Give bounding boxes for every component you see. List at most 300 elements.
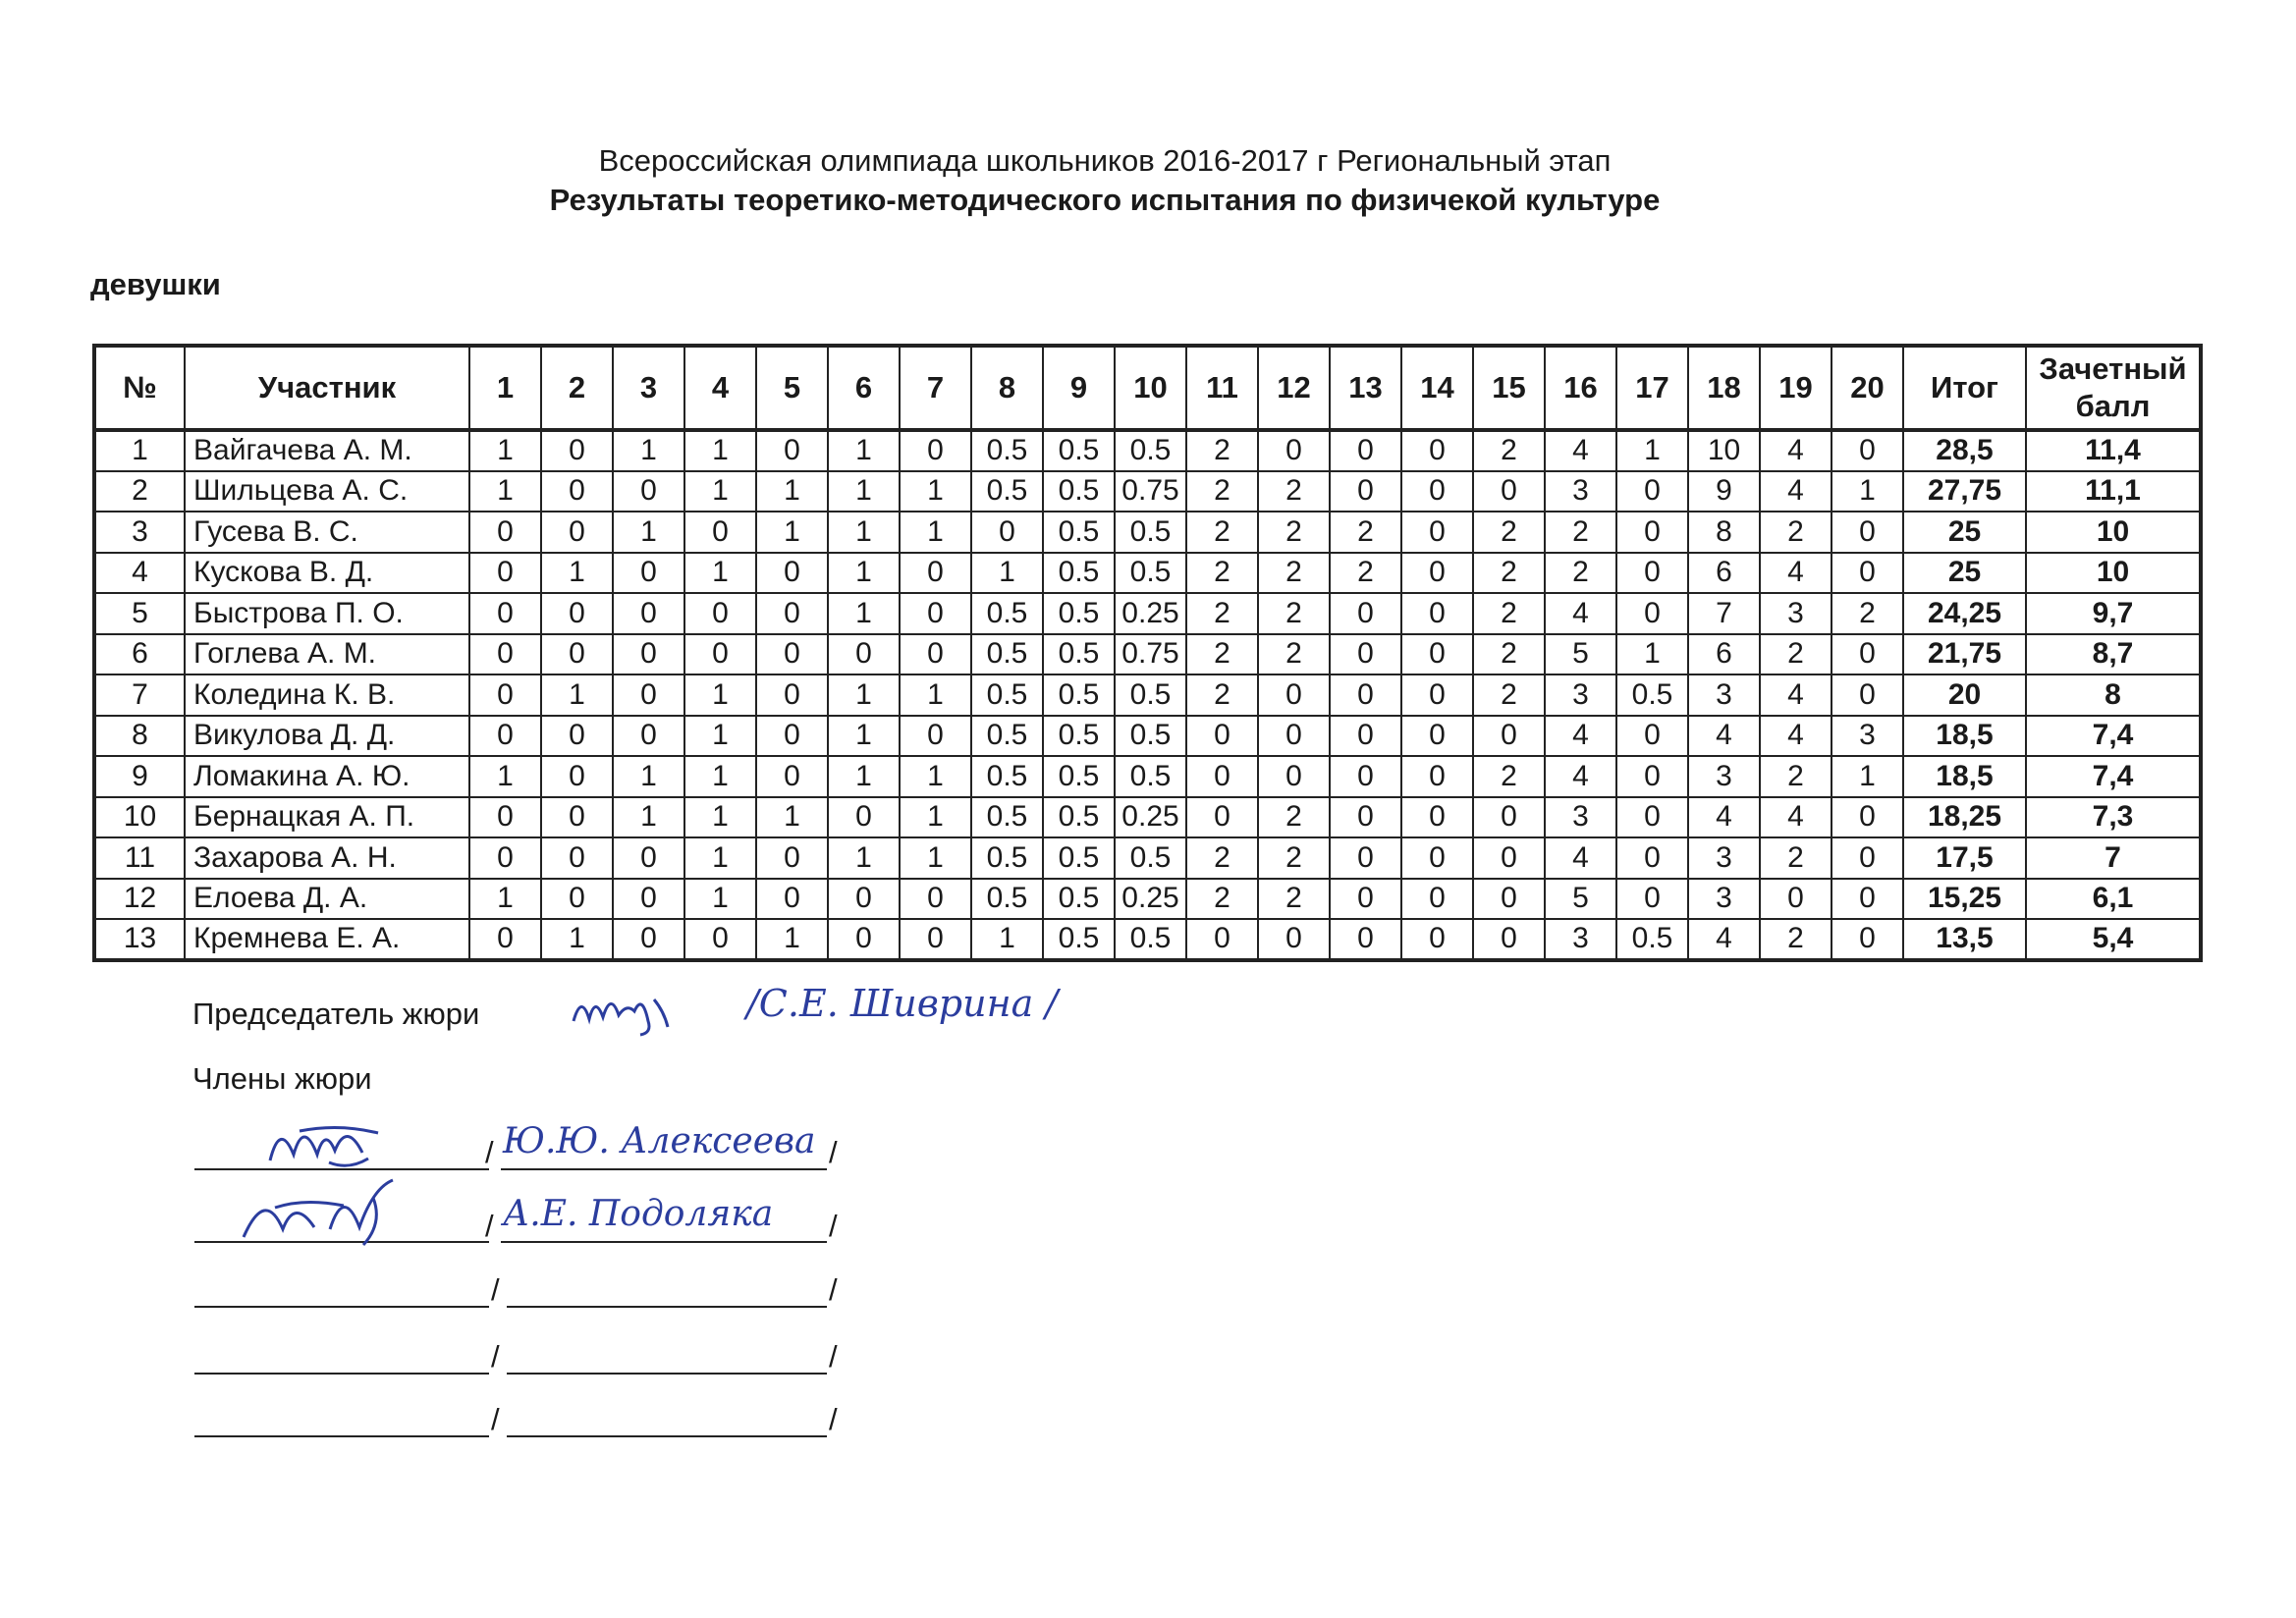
task-score-cell: 0: [900, 919, 971, 960]
task-score-cell: 0.5: [1043, 756, 1115, 797]
task-score-cell: 5: [1545, 634, 1616, 675]
document-title-line1: Всероссийская олимпиада школьников 2016-2017 г Региональный этап: [598, 143, 1612, 178]
task-score-cell: 8: [1688, 512, 1760, 553]
task-score-cell: 0: [613, 879, 684, 920]
task-score-cell: 2: [1473, 756, 1545, 797]
column-header: 13: [1330, 346, 1401, 430]
task-score-cell: 0: [1616, 837, 1688, 879]
table-row: [94, 756, 2201, 797]
task-score-cell: 0.75: [1115, 634, 1186, 675]
task-score-cell: 1: [541, 553, 613, 594]
table-row: [94, 593, 2201, 634]
task-score-cell: 0: [1616, 553, 1688, 594]
task-score-cell: 1: [828, 512, 900, 553]
task-score-cell: 0: [541, 430, 613, 471]
task-score-cell: 2: [1473, 674, 1545, 716]
row-number-cell: 6: [94, 634, 185, 675]
task-score-cell: 1: [684, 471, 756, 512]
jury-members-label: Члены жюри: [192, 1061, 372, 1096]
task-score-cell: 0: [684, 593, 756, 634]
task-score-cell: 4: [1688, 797, 1760, 838]
task-score-cell: 0: [613, 553, 684, 594]
total-cell: 13,5: [1903, 919, 2026, 960]
credit-score-cell: 6,1: [2026, 879, 2201, 920]
task-score-cell: 7: [1688, 593, 1760, 634]
task-score-cell: 0: [900, 634, 971, 675]
member1-slash-left: /: [485, 1135, 494, 1169]
task-score-cell: 2: [1760, 756, 1831, 797]
member2-name-line: [501, 1241, 827, 1243]
task-score-cell: 0: [900, 593, 971, 634]
participant-name-cell: Захарова А. Н.: [185, 837, 469, 879]
task-score-cell: 2: [1258, 797, 1330, 838]
column-header: 8: [971, 346, 1043, 430]
task-score-cell: 0: [541, 593, 613, 634]
task-score-cell: 0: [828, 634, 900, 675]
task-score-cell: 4: [1545, 430, 1616, 471]
task-score-cell: 0: [1186, 797, 1258, 838]
column-header: 12: [1258, 346, 1330, 430]
task-score-cell: 0: [1186, 716, 1258, 757]
member5-name-line: [507, 1435, 827, 1437]
task-score-cell: 0: [1330, 471, 1401, 512]
task-score-cell: 0: [684, 919, 756, 960]
task-score-cell: 0: [1330, 674, 1401, 716]
credit-score-cell: 8,7: [2026, 634, 2201, 675]
row-number-cell: 5: [94, 593, 185, 634]
participant-name-cell: Шильцева А. С.: [185, 471, 469, 512]
total-cell: 25: [1903, 553, 2026, 594]
task-score-cell: 0: [541, 797, 613, 838]
task-score-cell: 1: [613, 797, 684, 838]
member1-name-line: [501, 1168, 827, 1170]
task-score-cell: 2: [1186, 430, 1258, 471]
task-score-cell: 3: [1688, 837, 1760, 879]
task-score-cell: 0: [1831, 634, 1903, 675]
task-score-cell: 0.5: [1043, 593, 1115, 634]
column-header: 3: [613, 346, 684, 430]
task-score-cell: 1: [756, 512, 828, 553]
jury-chair-name: /С.Е. Шиврина /: [746, 982, 1059, 1025]
credit-score-cell: 11,1: [2026, 471, 2201, 512]
task-score-cell: 0.5: [1043, 716, 1115, 757]
column-header: 4: [684, 346, 756, 430]
task-score-cell: 4: [1688, 716, 1760, 757]
task-score-cell: 0.5: [1115, 756, 1186, 797]
column-header: 2: [541, 346, 613, 430]
task-score-cell: 1: [756, 797, 828, 838]
task-score-cell: 1: [613, 512, 684, 553]
task-score-cell: 3: [1545, 471, 1616, 512]
member3-signature-line: [194, 1306, 489, 1308]
results-table: [92, 344, 2203, 962]
task-score-cell: 1: [828, 430, 900, 471]
task-score-cell: 0: [469, 716, 541, 757]
participant-name-cell: Кускова В. Д.: [185, 553, 469, 594]
task-score-cell: 1: [900, 797, 971, 838]
task-score-cell: 1: [1831, 471, 1903, 512]
total-cell: 27,75: [1903, 471, 2026, 512]
column-header: 9: [1043, 346, 1115, 430]
credit-score-cell: 7: [2026, 837, 2201, 879]
task-score-cell: 0: [1473, 797, 1545, 838]
total-cell: 24,25: [1903, 593, 2026, 634]
credit-score-cell: 11,4: [2026, 430, 2201, 471]
task-score-cell: 0: [1831, 837, 1903, 879]
participant-name-cell: Гоглева А. М.: [185, 634, 469, 675]
task-score-cell: 0: [541, 634, 613, 675]
task-score-cell: 0: [613, 674, 684, 716]
table-row: [94, 471, 2201, 512]
task-score-cell: 0: [469, 919, 541, 960]
participant-name-cell: Бернацкая А. П.: [185, 797, 469, 838]
task-score-cell: 1: [828, 553, 900, 594]
task-score-cell: 0.5: [971, 634, 1043, 675]
row-number-cell: 7: [94, 674, 185, 716]
task-score-cell: 0: [1401, 430, 1473, 471]
task-score-cell: 2: [1760, 919, 1831, 960]
task-score-cell: 0: [756, 634, 828, 675]
task-score-cell: 0: [469, 634, 541, 675]
member5-signature-line: [194, 1435, 489, 1437]
task-score-cell: 0: [1401, 593, 1473, 634]
task-score-cell: 0: [541, 837, 613, 879]
task-score-cell: 0: [1831, 430, 1903, 471]
task-score-cell: 0: [900, 553, 971, 594]
member2-slash-right: /: [829, 1209, 838, 1243]
member1-name: Ю.Ю. Алексеева: [503, 1121, 816, 1161]
task-score-cell: 0: [541, 716, 613, 757]
task-score-cell: 3: [1760, 593, 1831, 634]
column-header: 1: [469, 346, 541, 430]
task-score-cell: 0.5: [1043, 797, 1115, 838]
column-header: 14: [1401, 346, 1473, 430]
task-score-cell: 3: [1545, 674, 1616, 716]
task-score-cell: 1: [900, 512, 971, 553]
task-score-cell: 0.5: [971, 716, 1043, 757]
total-cell: 18,5: [1903, 716, 2026, 757]
task-score-cell: 0: [613, 716, 684, 757]
task-score-cell: 2: [1258, 553, 1330, 594]
task-score-cell: 1: [684, 797, 756, 838]
participant-name-cell: Ломакина А. Ю.: [185, 756, 469, 797]
task-score-cell: 0.25: [1115, 593, 1186, 634]
task-score-cell: 0.5: [971, 430, 1043, 471]
task-score-cell: 0: [900, 430, 971, 471]
task-score-cell: 0.5: [1043, 634, 1115, 675]
task-score-cell: 0: [1831, 553, 1903, 594]
table-header-row: [94, 346, 2201, 430]
credit-score-cell: 7,4: [2026, 756, 2201, 797]
task-score-cell: 2: [1473, 634, 1545, 675]
task-score-cell: 0: [1401, 756, 1473, 797]
member4-signature-line: [194, 1373, 489, 1375]
task-score-cell: 0: [1473, 837, 1545, 879]
member3-slash-left: /: [491, 1272, 500, 1307]
task-score-cell: 0: [756, 593, 828, 634]
task-score-cell: 0.5: [971, 593, 1043, 634]
task-score-cell: 1: [684, 553, 756, 594]
task-score-cell: 0.5: [1115, 430, 1186, 471]
total-cell: 25: [1903, 512, 2026, 553]
task-score-cell: 6: [1688, 634, 1760, 675]
task-score-cell: 2: [1760, 512, 1831, 553]
task-score-cell: 0: [756, 837, 828, 879]
task-score-cell: 0: [1616, 512, 1688, 553]
credit-score-cell: 7,4: [2026, 716, 2201, 757]
task-score-cell: 2: [1258, 471, 1330, 512]
task-score-cell: 6: [1688, 553, 1760, 594]
column-header: 10: [1115, 346, 1186, 430]
task-score-cell: 1: [684, 879, 756, 920]
task-score-cell: 3: [1688, 879, 1760, 920]
task-score-cell: 1: [756, 919, 828, 960]
jury-chair-label: Председатель жюри: [192, 997, 480, 1031]
task-score-cell: 0: [1258, 674, 1330, 716]
member5-slash-right: /: [829, 1402, 838, 1436]
task-score-cell: 0: [1473, 919, 1545, 960]
table-row: [94, 512, 2201, 553]
task-score-cell: 0: [469, 593, 541, 634]
column-header: Зачетный балл: [2026, 346, 2201, 430]
task-score-cell: 0: [1258, 430, 1330, 471]
chair-signature-icon: [570, 982, 678, 1041]
task-score-cell: 0: [541, 756, 613, 797]
task-score-cell: 0: [756, 879, 828, 920]
task-score-cell: 2: [1186, 553, 1258, 594]
task-score-cell: 2: [1186, 879, 1258, 920]
column-header: 19: [1760, 346, 1831, 430]
table-row: [94, 837, 2201, 879]
task-score-cell: 0: [1258, 756, 1330, 797]
task-score-cell: 0: [828, 797, 900, 838]
task-score-cell: 1: [684, 430, 756, 471]
task-score-cell: 1: [828, 674, 900, 716]
column-header: 11: [1186, 346, 1258, 430]
task-score-cell: 1: [684, 716, 756, 757]
task-score-cell: 4: [1545, 716, 1616, 757]
participant-name-cell: Викулова Д. Д.: [185, 716, 469, 757]
row-number-cell: 10: [94, 797, 185, 838]
task-score-cell: 0: [541, 879, 613, 920]
task-score-cell: 4: [1545, 593, 1616, 634]
task-score-cell: 0: [1401, 879, 1473, 920]
row-number-cell: 1: [94, 430, 185, 471]
table-row: [94, 716, 2201, 757]
task-score-cell: 0: [469, 553, 541, 594]
task-score-cell: 0.5: [1043, 430, 1115, 471]
table-row: [94, 634, 2201, 675]
task-score-cell: 0.5: [1043, 674, 1115, 716]
row-number-cell: 8: [94, 716, 185, 757]
task-score-cell: 0: [684, 512, 756, 553]
column-header: 16: [1545, 346, 1616, 430]
row-number-cell: 2: [94, 471, 185, 512]
task-score-cell: 1: [684, 674, 756, 716]
row-number-cell: 3: [94, 512, 185, 553]
task-score-cell: 1: [900, 756, 971, 797]
task-score-cell: 1: [684, 756, 756, 797]
credit-score-cell: 9,7: [2026, 593, 2201, 634]
column-header: 18: [1688, 346, 1760, 430]
task-score-cell: 0: [756, 553, 828, 594]
task-score-cell: 0: [1473, 879, 1545, 920]
task-score-cell: 2: [1473, 512, 1545, 553]
column-header: №: [94, 346, 185, 430]
participant-name-cell: Гусева В. С.: [185, 512, 469, 553]
total-cell: 17,5: [1903, 837, 2026, 879]
task-score-cell: 0: [1258, 716, 1330, 757]
task-score-cell: 0: [684, 634, 756, 675]
task-score-cell: 0: [1831, 879, 1903, 920]
task-score-cell: 3: [1831, 716, 1903, 757]
task-score-cell: 4: [1760, 430, 1831, 471]
task-score-cell: 4: [1545, 756, 1616, 797]
credit-score-cell: 10: [2026, 512, 2201, 553]
task-score-cell: 0: [1401, 634, 1473, 675]
task-score-cell: 1: [613, 756, 684, 797]
task-score-cell: 1: [971, 553, 1043, 594]
task-score-cell: 1: [1831, 756, 1903, 797]
participant-name-cell: Елоева Д. А.: [185, 879, 469, 920]
task-score-cell: 1: [469, 879, 541, 920]
task-score-cell: 0: [1330, 593, 1401, 634]
task-score-cell: 0.5: [971, 756, 1043, 797]
credit-score-cell: 7,3: [2026, 797, 2201, 838]
task-score-cell: 0: [1831, 919, 1903, 960]
member3-slash-right: /: [829, 1272, 838, 1307]
total-cell: 15,25: [1903, 879, 2026, 920]
task-score-cell: 0: [1401, 512, 1473, 553]
task-score-cell: 2: [1545, 553, 1616, 594]
task-score-cell: 0: [613, 593, 684, 634]
member2-signature-icon: [236, 1168, 422, 1251]
task-score-cell: 0.25: [1115, 797, 1186, 838]
task-score-cell: 0: [1401, 471, 1473, 512]
table-row: [94, 430, 2201, 471]
task-score-cell: 2: [1258, 593, 1330, 634]
task-score-cell: 0.5: [971, 471, 1043, 512]
task-score-cell: 0: [1616, 716, 1688, 757]
task-score-cell: 1: [613, 430, 684, 471]
task-score-cell: 2: [1186, 634, 1258, 675]
task-score-cell: 2: [1258, 837, 1330, 879]
member1-slash-right: /: [829, 1135, 838, 1169]
column-header: 5: [756, 346, 828, 430]
task-score-cell: 0: [613, 837, 684, 879]
task-score-cell: 1: [541, 919, 613, 960]
task-score-cell: 3: [1688, 674, 1760, 716]
task-score-cell: 2: [1186, 674, 1258, 716]
task-score-cell: 0: [1401, 553, 1473, 594]
task-score-cell: 2: [1258, 512, 1330, 553]
task-score-cell: 0: [900, 716, 971, 757]
task-score-cell: 1: [900, 674, 971, 716]
task-score-cell: 0: [1616, 797, 1688, 838]
task-score-cell: 0.5: [971, 674, 1043, 716]
credit-score-cell: 10: [2026, 553, 2201, 594]
task-score-cell: 0.5: [1115, 716, 1186, 757]
task-score-cell: 1: [756, 471, 828, 512]
task-score-cell: 1: [828, 756, 900, 797]
task-score-cell: 0: [1401, 919, 1473, 960]
row-number-cell: 13: [94, 919, 185, 960]
document-title-line2: Результаты теоретико-методического испытания по физичекой культуре: [549, 183, 1661, 217]
task-score-cell: 0.5: [971, 797, 1043, 838]
row-number-cell: 4: [94, 553, 185, 594]
task-score-cell: 3: [1545, 919, 1616, 960]
task-score-cell: 0.5: [1043, 837, 1115, 879]
task-score-cell: 2: [1186, 593, 1258, 634]
row-number-cell: 9: [94, 756, 185, 797]
column-header: 6: [828, 346, 900, 430]
task-score-cell: 2: [1186, 837, 1258, 879]
task-score-cell: 0: [1616, 879, 1688, 920]
task-score-cell: 2: [1760, 634, 1831, 675]
task-score-cell: 0: [541, 471, 613, 512]
task-score-cell: 0: [1330, 756, 1401, 797]
task-score-cell: 0: [1831, 797, 1903, 838]
task-score-cell: 0.5: [1043, 512, 1115, 553]
participant-name-cell: Быстрова П. О.: [185, 593, 469, 634]
column-header: Участник: [185, 346, 469, 430]
task-score-cell: 2: [1831, 593, 1903, 634]
task-score-cell: 0: [613, 634, 684, 675]
task-score-cell: 0: [1760, 879, 1831, 920]
column-header: Итог: [1903, 346, 2026, 430]
task-score-cell: 1: [828, 837, 900, 879]
task-score-cell: 2: [1258, 879, 1330, 920]
column-header: 7: [900, 346, 971, 430]
task-score-cell: 2: [1330, 512, 1401, 553]
member4-slash-right: /: [829, 1339, 838, 1374]
task-score-cell: 0: [613, 919, 684, 960]
task-score-cell: 0: [1473, 716, 1545, 757]
task-score-cell: 10: [1688, 430, 1760, 471]
task-score-cell: 0.5: [1616, 674, 1688, 716]
task-score-cell: 4: [1760, 553, 1831, 594]
participant-name-cell: Кремнева Е. А.: [185, 919, 469, 960]
participant-name-cell: Коледина К. В.: [185, 674, 469, 716]
task-score-cell: 0.5: [971, 837, 1043, 879]
member4-slash-left: /: [491, 1339, 500, 1374]
task-score-cell: 0.5: [1115, 837, 1186, 879]
total-cell: 28,5: [1903, 430, 2026, 471]
task-score-cell: 1: [469, 756, 541, 797]
task-score-cell: 0: [1616, 593, 1688, 634]
task-score-cell: 3: [1545, 797, 1616, 838]
total-cell: 20: [1903, 674, 2026, 716]
task-score-cell: 0: [756, 716, 828, 757]
task-score-cell: 1: [541, 674, 613, 716]
task-score-cell: 0: [1258, 919, 1330, 960]
task-score-cell: 0: [756, 674, 828, 716]
table-row: [94, 919, 2201, 960]
task-score-cell: 0: [1186, 756, 1258, 797]
task-score-cell: 0.5: [1043, 553, 1115, 594]
task-score-cell: 0: [900, 879, 971, 920]
task-score-cell: 2: [1760, 837, 1831, 879]
task-score-cell: 0.5: [971, 879, 1043, 920]
task-score-cell: 0: [1401, 837, 1473, 879]
task-score-cell: 1: [828, 593, 900, 634]
task-score-cell: 0.75: [1115, 471, 1186, 512]
member2-slash-left: /: [485, 1209, 494, 1243]
credit-score-cell: 8: [2026, 674, 2201, 716]
task-score-cell: 4: [1688, 919, 1760, 960]
task-score-cell: 0: [1401, 674, 1473, 716]
task-score-cell: 0: [971, 512, 1043, 553]
